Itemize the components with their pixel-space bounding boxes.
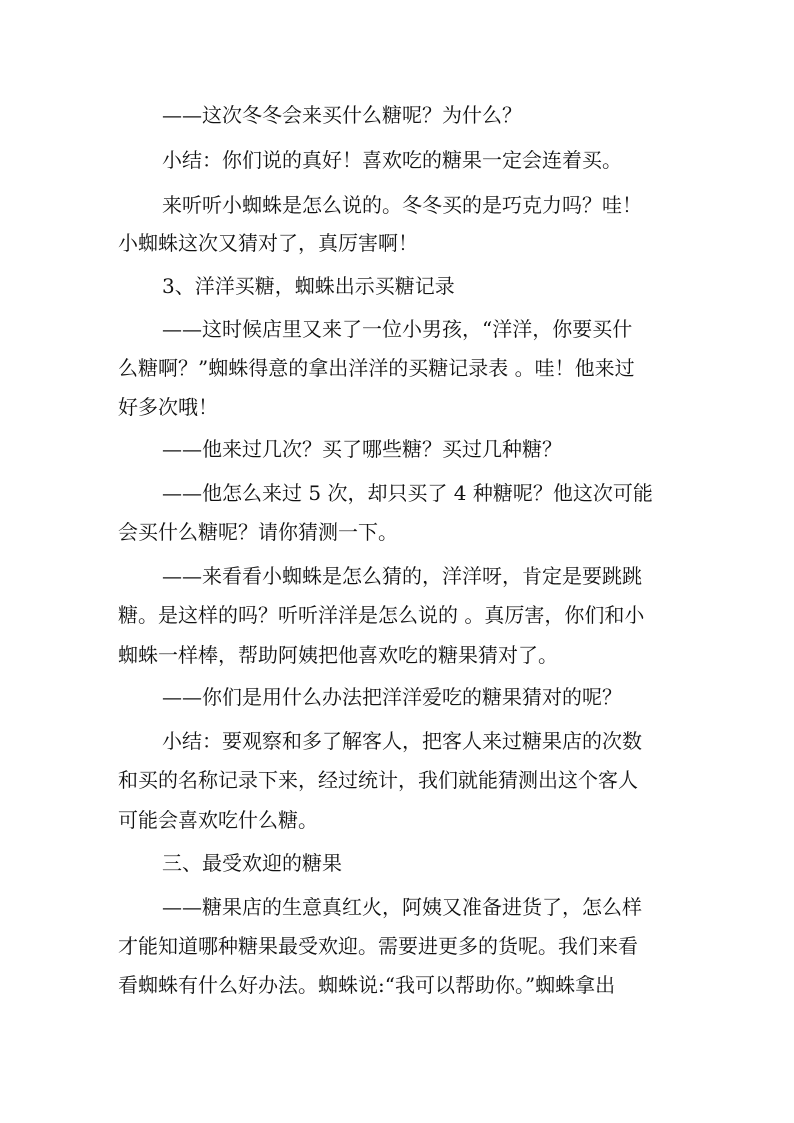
section-heading: 三、最受欢迎的糖果 [162, 851, 342, 875]
paragraph-line: ——他怎么来过 5 次，却只买了 4 种糖呢？他这次可能 [162, 481, 653, 505]
paragraph-line: 可能会喜欢吃什么糖。 [118, 808, 318, 832]
paragraph-line: 么糖啊？”蜘蛛得意的拿出洋洋的买糖记录表 。哇！他来过 [118, 356, 635, 380]
paragraph-line: 蜘蛛一样棒，帮助阿姨把他喜欢吃的糖果猜对了。 [118, 643, 558, 667]
paragraph-line: ——你们是用什么办法把洋洋爱吃的糖果猜对的呢？ [162, 685, 622, 709]
paragraph-line: 好多次哦！ [118, 395, 218, 419]
paragraph-line: 小蜘蛛这次又猜对了，真厉害啊！ [118, 231, 418, 255]
section-heading: 3、洋洋买糖，蜘蛛出示买糖记录 [162, 274, 455, 298]
paragraph-line: 才能知道哪种糖果最受欢迎。需要进更多的货呢。我们来看 [118, 934, 638, 958]
paragraph-line: 糖。是这样的吗？听听洋洋是怎么说的 。真厉害，你们和小 [118, 603, 645, 627]
paragraph-line: 和买的名称记录下来，经过统计，我们就能猜测出这个客人 [118, 768, 638, 792]
paragraph-line: ——这次冬冬会来买什么糖呢？为什么？ [162, 103, 522, 127]
paragraph-line: ——糖果店的生意真红火，阿姨又准备进货了，怎么样 [162, 895, 642, 919]
paragraph-line: 来听听小蜘蛛是怎么说的。冬冬买的是巧克力吗？哇！ [162, 193, 642, 217]
paragraph-line: 小结：要观察和多了解客人，把客人来过糖果店的次数 [162, 729, 642, 753]
paragraph-line: ——他来过几次？买了哪些糖？买过几种糖？ [162, 437, 562, 461]
paragraph-line: 会买什么糖呢？请你猜测一下。 [118, 520, 398, 544]
paragraph-line: ——这时候店里又来了一位小男孩，“洋洋，你要买什 [162, 317, 633, 341]
paragraph-line: 看蜘蛛有什么好办法。蜘蛛说:“我可以帮助你。”蜘蛛拿出 [118, 973, 616, 997]
paragraph-line: 小结：你们说的真好！喜欢吃的糖果一定会连着买。 [162, 148, 622, 172]
paragraph-line: ——来看看小蜘蛛是怎么猜的，洋洋呀，肯定是要跳跳 [162, 564, 642, 588]
